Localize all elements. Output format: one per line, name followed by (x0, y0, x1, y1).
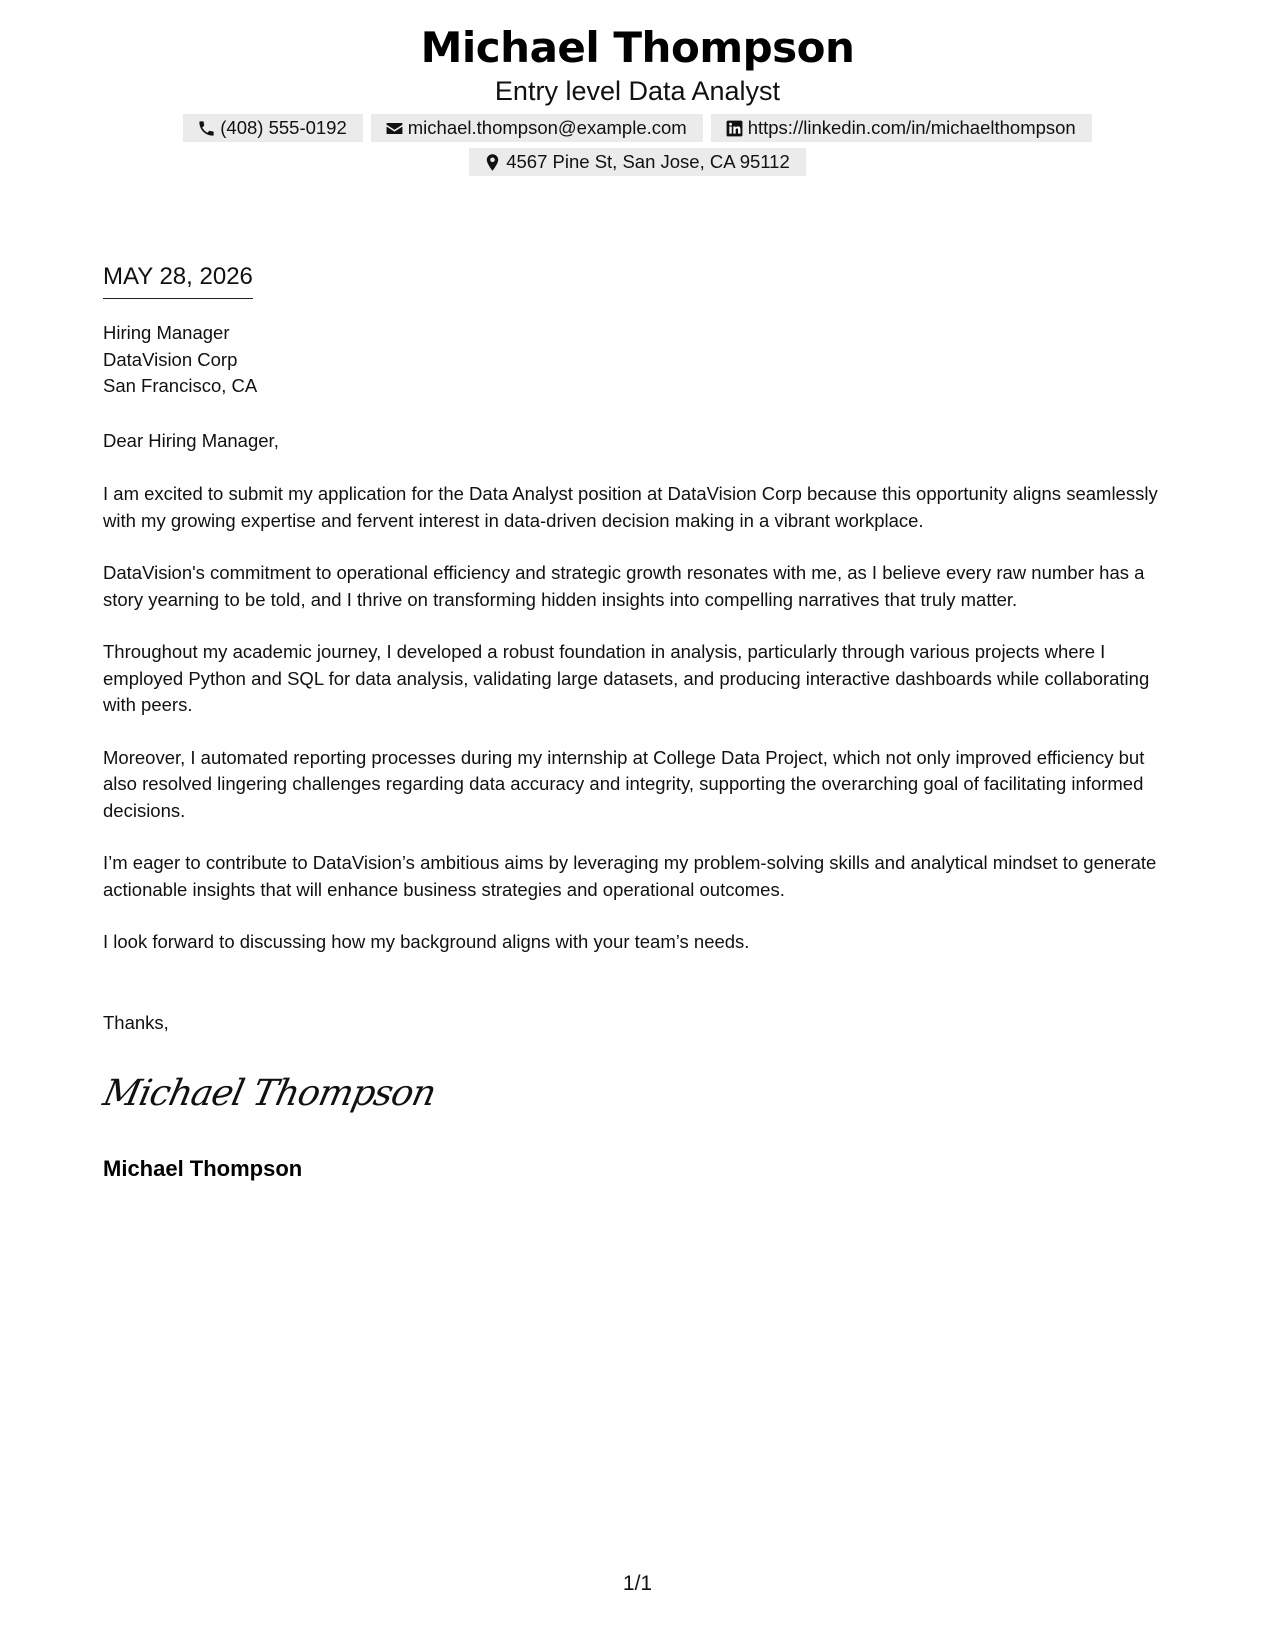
body-paragraph: Throughout my academic journey, I developed a robust foundation in analysis, particularly through various projects where I employed Python and SQL for data analysis, validating large datasets, and producing interactive dashboards while collaborating with peers. (103, 641, 1150, 715)
recipient-title: Hiring Manager (103, 322, 230, 343)
page-number: 1/1 (622, 1572, 653, 1595)
letter-header (0, 22, 1275, 108)
phone-icon (197, 119, 216, 138)
phone-chip (183, 114, 363, 142)
letter-body (103, 481, 1178, 982)
address-chip (469, 148, 806, 176)
svg-text:Michael Thompson: Michael Thompson (99, 1071, 440, 1114)
body-paragraph: Moreover, I automated reporting processes during my internship at College Data Project, which not only improved efficiency but also resolved lingering challenges regarding data accuracy and integrity, supporting the overarching goal of facilitating informed decisions. (103, 746, 1145, 821)
recipient-company: DataVision Corp (103, 348, 238, 370)
address-text: 4567 Pine St, San Jose, CA 95112 (506, 151, 790, 172)
body-paragraph: DataVision's commitment to operational efficiency and strategic growth resonates with me, as I believe every raw number has a story yearning to be told, and I thrive on transforming hidden insights into compelling narratives that truly matter. (103, 562, 1145, 610)
recipient-location: San Francisco, CA (103, 375, 258, 396)
linkedin-text: https://linkedin.com/in/michaelthompson (747, 117, 1076, 138)
applicant-name: Michael Thompson (420, 23, 855, 72)
body-paragraph: I’m eager to contribute to DataVision’s ambitious aims by leveraging my problem-solving skills and analytical mindset to generate actionable insights that will enhance business strategies and operational outcomes. (103, 852, 1157, 900)
letter-date: MAY 28, 2026 (103, 262, 253, 299)
linkedin-chip (711, 114, 1092, 142)
handwritten-signature (99, 1065, 440, 1121)
email-chip (371, 114, 703, 142)
envelope-icon (385, 119, 404, 138)
phone-text: (408) 555-0192 (220, 117, 347, 138)
signer-name: Michael Thompson (103, 1156, 303, 1181)
body-paragraph: I am excited to submit my application for the Data Analyst position at DataVision Corp because this opportunity aligns seamlessly with my growing expertise and fervent interest in data-driven decision making in a vibrant workplace. (103, 483, 1158, 531)
contact-row (0, 114, 1275, 142)
address-row (0, 148, 1275, 176)
body-paragraph: I look forward to discussing how my background aligns with your team’s needs. (103, 931, 750, 952)
recipient-block (103, 320, 257, 400)
greeting: Dear Hiring Manager, (103, 430, 279, 451)
email-text: michael.thompson@example.com (407, 117, 687, 138)
map-pin-icon (483, 153, 502, 172)
linkedin-icon (725, 119, 744, 138)
applicant-role: Entry level Data Analyst (494, 76, 781, 106)
closing: Thanks, (103, 1012, 169, 1033)
